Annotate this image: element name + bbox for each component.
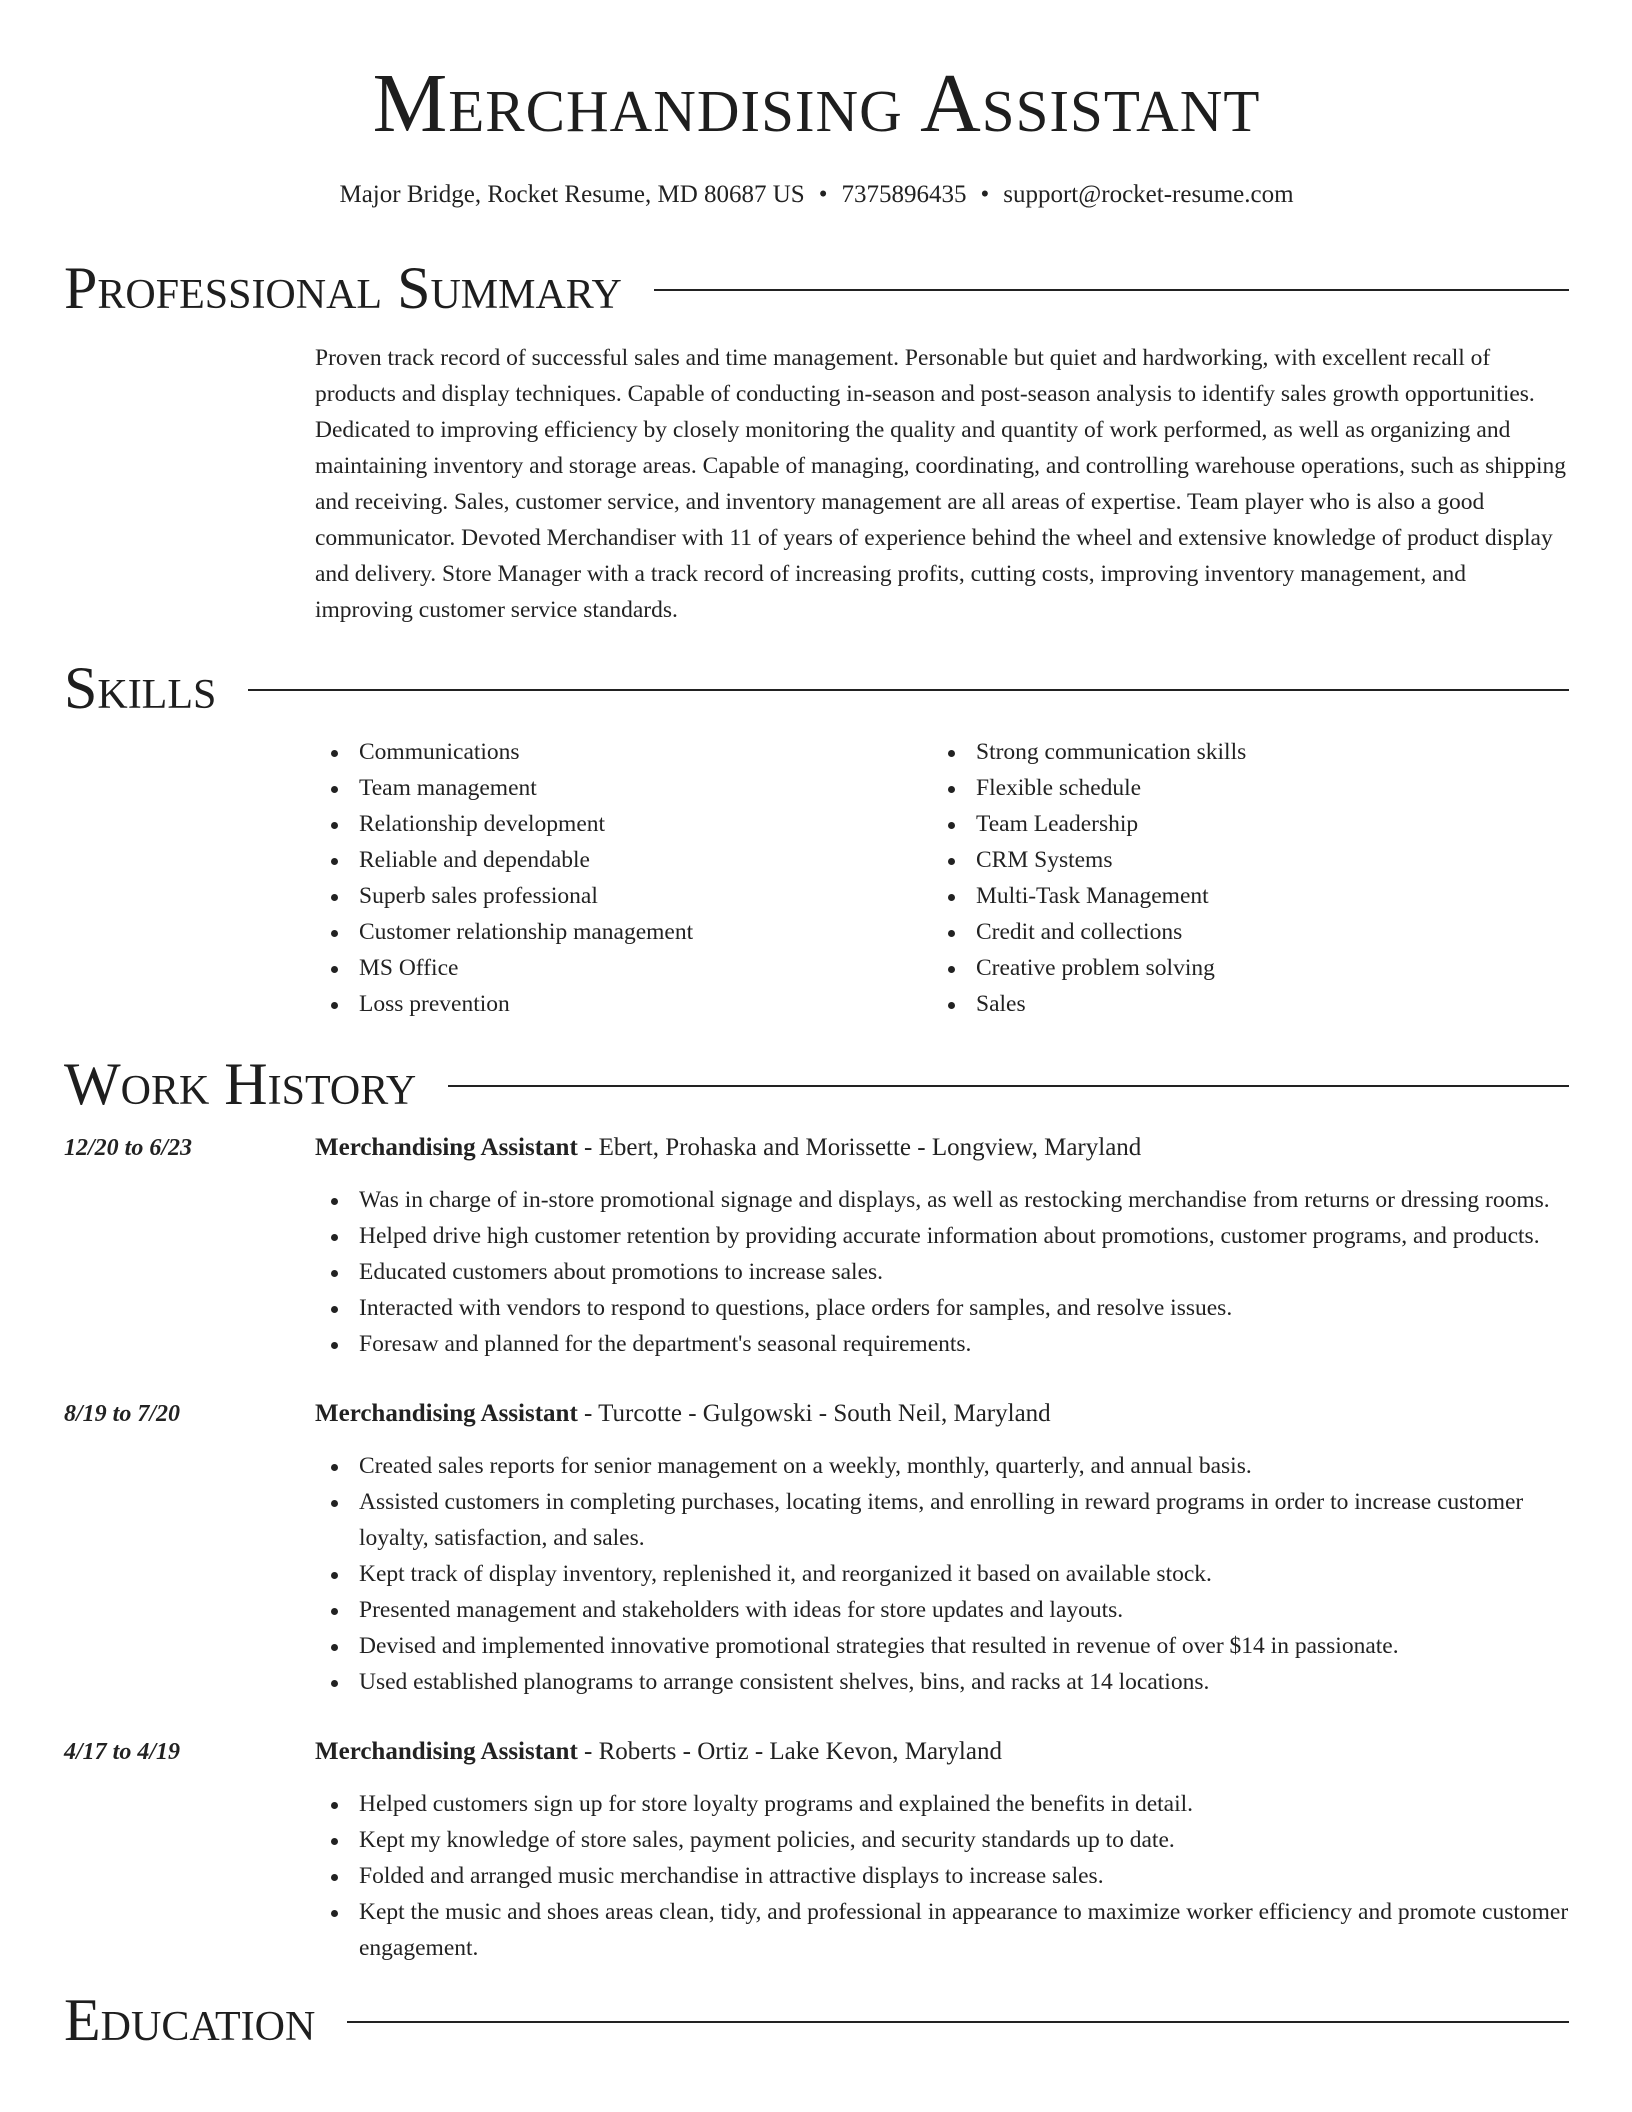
job-dates: 8/19 to 7/20 xyxy=(64,1401,181,1427)
job-bullet: Kept the music and shoes areas clean, tidy, and professional in appearance to maximize worker efficiency and promote customer engagement. xyxy=(315,1894,1569,1966)
skill-item: Sales xyxy=(932,986,1549,1022)
skill-item: Superb sales professional xyxy=(315,878,932,914)
skills-section-header xyxy=(64,655,1569,721)
job-heading xyxy=(315,1396,1569,1432)
summary-text: Proven track record of successful sales and time management. Personable but quiet and hardworking, with excellent recall of products and display techniques. Capable of conducting in-season and post-season analysis to identify sales growth opportunities. Dedicated to improving efficiency by closely monitoring the quality and quantity of work performed, as well as organizing and maintaining inventory and storage areas. Capable of managing, coordinating, and controlling warehouse operations, such as shipping and receiving. Sales, customer service, and inventory management are all areas of expertise. Team player who is also a good communicator. Devoted Merchandiser with 11 of years of experience behind the wheel and extensive knowledge of product display and delivery. Store Manager with a track record of increasing profits, cutting costs, improving inventory management, and improving customer service standards. xyxy=(315,345,1567,623)
job-bullet: Kept track of display inventory, replenished it, and reorganized it based on available stock. xyxy=(315,1556,1569,1592)
job-body xyxy=(315,1734,1569,1966)
contact-line xyxy=(64,180,1569,210)
skills-section-title: Skills xyxy=(64,655,217,721)
skill-item: Multi-Task Management xyxy=(932,878,1549,914)
skills-list xyxy=(315,734,1569,1022)
skill-item: Creative problem solving xyxy=(932,950,1549,986)
skills-column-right xyxy=(932,734,1549,1022)
job-bullets xyxy=(315,1786,1569,1966)
job-entry xyxy=(64,1396,1569,1700)
job-title: Merchandising Assistant xyxy=(315,1134,578,1161)
job-bullet: Devised and implemented innovative promotional strategies that resulted in revenue of over $14 in passionate. xyxy=(315,1628,1569,1664)
skill-item: CRM Systems xyxy=(932,842,1549,878)
skill-item: MS Office xyxy=(315,950,932,986)
job-dates: 12/20 to 6/23 xyxy=(64,1135,193,1161)
contact-email: support@rocket-resume.com xyxy=(1003,181,1294,208)
section-divider xyxy=(448,1085,1569,1087)
job-body xyxy=(315,1130,1569,1362)
section-divider xyxy=(248,689,1569,691)
job-title: Merchandising Assistant xyxy=(315,1738,578,1765)
job-entry xyxy=(64,1130,1569,1362)
skill-item: Flexible schedule xyxy=(932,770,1549,806)
job-bullet: Educated customers about promotions to increase sales. xyxy=(315,1254,1569,1290)
job-bullet: Folded and arranged music merchandise in attractive displays to increase sales. xyxy=(315,1858,1569,1894)
contact-phone: 7375896435 xyxy=(841,181,967,208)
work-section-header xyxy=(64,1051,1569,1117)
job-bullet: Interacted with vendors to respond to questions, place orders for samples, and resolve issues. xyxy=(315,1290,1569,1326)
contact-separator: • xyxy=(818,181,828,208)
job-bullet: Foresaw and planned for the department's seasonal requirements. xyxy=(315,1326,1569,1362)
job-dates: 4/17 to 4/19 xyxy=(64,1739,181,1765)
education-section-title: Education xyxy=(64,1987,316,2053)
job-heading xyxy=(315,1734,1569,1770)
job-entry xyxy=(64,1734,1569,1966)
job-body xyxy=(315,1396,1569,1700)
job-bullet: Used established planograms to arrange consistent shelves, bins, and racks at 14 locations. xyxy=(315,1664,1569,1700)
skill-item: Relationship development xyxy=(315,806,932,842)
job-title: Merchandising Assistant xyxy=(315,1400,578,1427)
job-employer: - Ebert, Prohaska and Morissette - Longview, Maryland xyxy=(577,1134,1142,1161)
resume-page xyxy=(64,0,1569,2053)
job-bullet: Helped drive high customer retention by providing accurate information about promotions, customer programs, and products. xyxy=(315,1218,1569,1254)
job-bullet: Helped customers sign up for store loyalty programs and explained the benefits in detail. xyxy=(315,1786,1569,1822)
skill-item: Loss prevention xyxy=(315,986,932,1022)
section-divider xyxy=(347,2021,1569,2023)
skill-item: Team Leadership xyxy=(932,806,1549,842)
section-divider xyxy=(654,289,1569,291)
job-bullet: Was in charge of in-store promotional signage and displays, as well as restocking merchandise from returns or dressing rooms. xyxy=(315,1182,1569,1218)
skill-item: Team management xyxy=(315,770,932,806)
skill-item: Strong communication skills xyxy=(932,734,1549,770)
job-bullet: Assisted customers in completing purchases, locating items, and enrolling in reward programs in order to increase customer loyalty, satisfaction, and sales. xyxy=(315,1484,1569,1556)
job-heading xyxy=(315,1130,1569,1166)
summary-section-title: Professional Summary xyxy=(64,255,622,321)
contact-separator: • xyxy=(980,181,990,208)
skill-item: Communications xyxy=(315,734,932,770)
job-employer: - Roberts - Ortiz - Lake Kevon, Maryland xyxy=(577,1738,1002,1765)
resume-name: Merchandising Assistant xyxy=(372,57,1261,150)
contact-address: Major Bridge, Rocket Resume, MD 80687 US xyxy=(339,181,805,208)
job-bullets xyxy=(315,1448,1569,1700)
skill-item: Customer relationship management xyxy=(315,914,932,950)
job-employer: - Turcotte - Gulgowski - South Neil, Maryland xyxy=(577,1400,1051,1427)
job-bullet: Created sales reports for senior management on a weekly, monthly, quarterly, and annual basis. xyxy=(315,1448,1569,1484)
skill-item: Reliable and dependable xyxy=(315,842,932,878)
job-bullets xyxy=(315,1182,1569,1362)
summary-section-header xyxy=(64,255,1569,321)
skill-item: Credit and collections xyxy=(932,914,1549,950)
education-section-header xyxy=(64,1987,1569,2053)
job-bullet: Kept my knowledge of store sales, payment policies, and security standards up to date. xyxy=(315,1822,1569,1858)
work-section-title: Work History xyxy=(64,1051,417,1117)
job-bullet: Presented management and stakeholders with ideas for store updates and layouts. xyxy=(315,1592,1569,1628)
skills-column-left xyxy=(315,734,932,1022)
